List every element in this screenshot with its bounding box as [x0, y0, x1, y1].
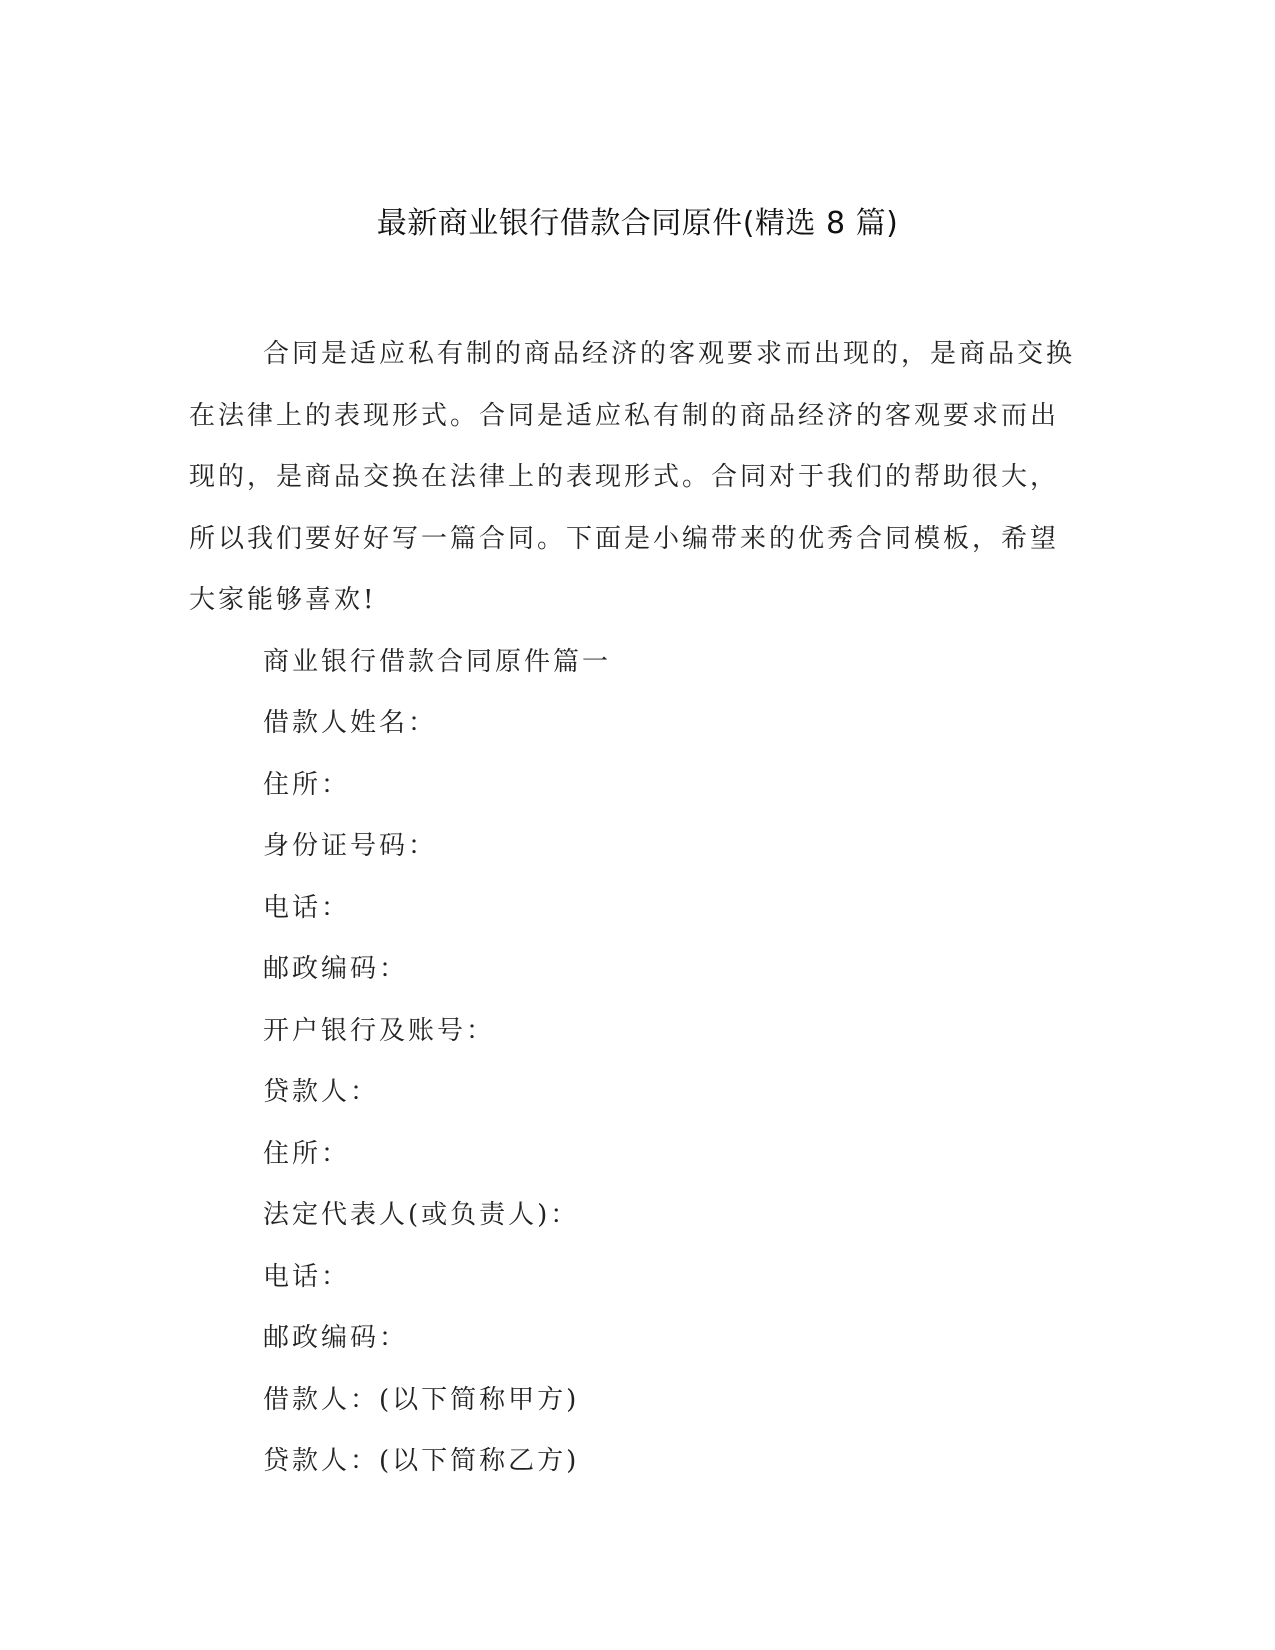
- document-body: [189, 324, 1079, 1493]
- field-borrower-phone: 电话：: [263, 892, 351, 923]
- field-lender: 贷款人：: [263, 1077, 380, 1107]
- field-id-number: 身份证号码：: [263, 831, 438, 861]
- field-lender-postcode: 邮政编码：: [263, 1323, 409, 1353]
- field-borrower-address: 住所：: [263, 769, 351, 800]
- field-legal-representative: 法定代表人(或负责人)：: [263, 1200, 580, 1230]
- contract-field-list: [189, 693, 1079, 1493]
- field-party-a: 借款人：(以下简称甲方): [263, 1384, 580, 1415]
- field-lender-address: 住所：: [263, 1138, 351, 1169]
- intro-paragraph: 合同是适应私有制的商品经济的客观要求而出现的，是商品交换在法律上的表现形式。合同是适应私有制的商品经济的客观要求而出现的，是商品交换在法律上的表现形式。合同对于我们的帮助很大，所以我们要好好写一篇合同。下面是小编带来的优秀合同模板，希望大家能够喜欢!: [189, 339, 1076, 615]
- field-party-b: 贷款人：(以下简称乙方): [263, 1446, 580, 1476]
- section-heading: 商业银行借款合同原件篇一: [263, 646, 612, 677]
- field-lender-phone: 电话：: [263, 1261, 351, 1292]
- field-borrower-name: 借款人姓名：: [263, 708, 438, 738]
- field-bank-account: 开户银行及账号：: [263, 1015, 496, 1046]
- document-title: 最新商业银行借款合同原件(精选 8 篇): [376, 206, 899, 241]
- field-borrower-postcode: 邮政编码：: [263, 954, 409, 984]
